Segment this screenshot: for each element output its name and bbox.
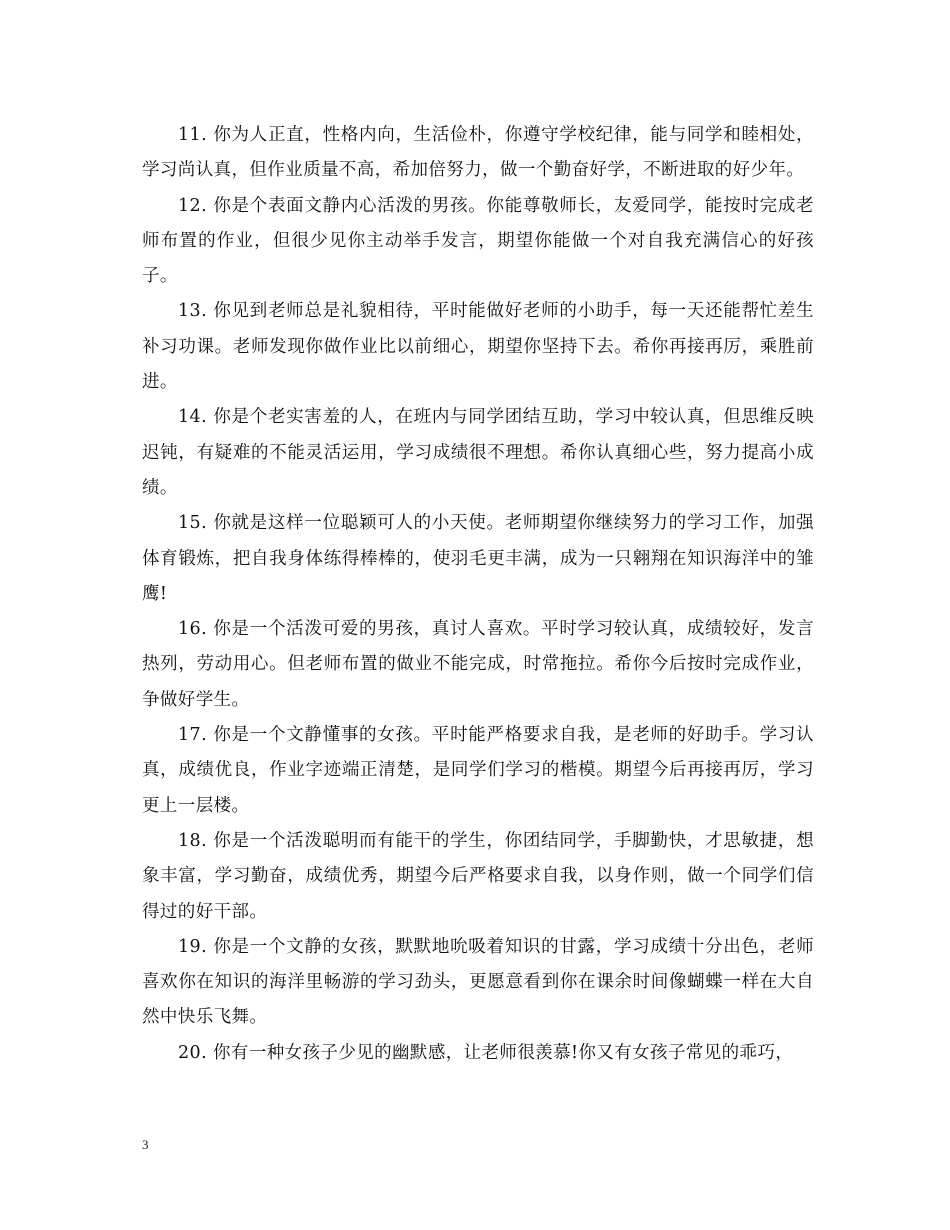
paragraph-19 [142,930,814,1036]
paragraph-number: 17. [178,725,208,746]
paragraph-number: 19. [178,936,208,957]
paragraph-17 [142,718,814,824]
paragraph-text: 你是一个活泼可爱的男孩，真讨人喜欢。平时学习较认真，成绩较好，发言热列，劳动用心。但老师布置的做业不能完成，时常拖拉。希你今后按时完成作业，争做好学生。 [142,619,814,710]
paragraph-text: 你是个表面文静内心活泼的男孩。你能尊敬师长，友爱同学，能按时完成老师布置的作业，但很少见你主动举手发言，期望你能做一个对自我充满信心的好孩子。 [142,195,814,287]
paragraph-12 [142,189,814,295]
paragraph-text: 你有一种女孩子少见的幽默感，让老师很羡慕!你又有女孩子常见的乖巧， [213,1042,794,1063]
paragraph-18 [142,824,814,930]
paragraph-text: 你见到老师总是礼貌相待，平时能做好老师的小助手，每一天还能帮忙差生补习功课。老师发现你做作业比以前细心，期望你坚持下去。希你再接再厉，乘胜前进。 [142,301,814,393]
document-body [142,118,814,1071]
paragraph-number: 15. [178,513,208,534]
paragraph-20 [142,1036,814,1071]
paragraph-text: 你是一个文静懂事的女孩。平时能严格要求自我，是老师的好助手。学习认真，成绩优良，作业字迹端正清楚，是同学们学习的楷模。期望今后再接再厉，学习更上一层楼。 [142,725,814,816]
paragraph-text: 你为人正直，性格内向，生活俭朴，你遵守学校纪律，能与同学和睦相处，学习尚认真，但作业质量不高，希加倍努力，做一个勤奋好学，不断进取的好少年。 [142,125,814,181]
paragraph-text: 你是个老实害羞的人，在班内与同学团结互助，学习中较认真，但思维反映迟钝，有疑难的不能灵活运用，学习成绩很不理想。希你认真细心些，努力提高小成绩。 [142,407,814,498]
paragraph-number: 14. [178,407,208,428]
paragraph-15 [142,506,814,612]
paragraph-text: 你是一个文静的女孩，默默地吮吸着知识的甘露，学习成绩十分出色，老师喜欢你在知识的海洋里畅游的学习劲头，更愿意看到你在课余时间像蝴蝶一样在大自然中快乐飞舞。 [142,936,814,1028]
paragraph-number: 16. [178,619,208,640]
paragraph-number: 13. [178,301,208,322]
paragraph-text: 你是一个活泼聪明而有能干的学生，你团结同学，手脚勤快，才思敏捷，想象丰富，学习勤奋，成绩优秀，期望今后严格要求自我，以身作则，做一个同学们信得过的好干部。 [142,830,814,922]
paragraph-number: 18. [178,830,208,851]
page-number: 3 [142,1137,149,1152]
paragraph-16 [142,612,814,718]
paragraph-14 [142,400,814,506]
paragraph-number: 20. [178,1042,208,1063]
paragraph-11 [142,118,814,189]
paragraph-number: 12. [178,195,208,216]
paragraph-13 [142,294,814,400]
paragraph-number: 11. [178,125,208,145]
paragraph-text: 你就是这样一位聪颖可人的小天使。老师期望你继续努力的学习工作，加强体育锻炼，把自我身体练得棒棒的，使羽毛更丰满，成为一只翱翔在知识海洋中的雏鹰! [142,513,814,604]
